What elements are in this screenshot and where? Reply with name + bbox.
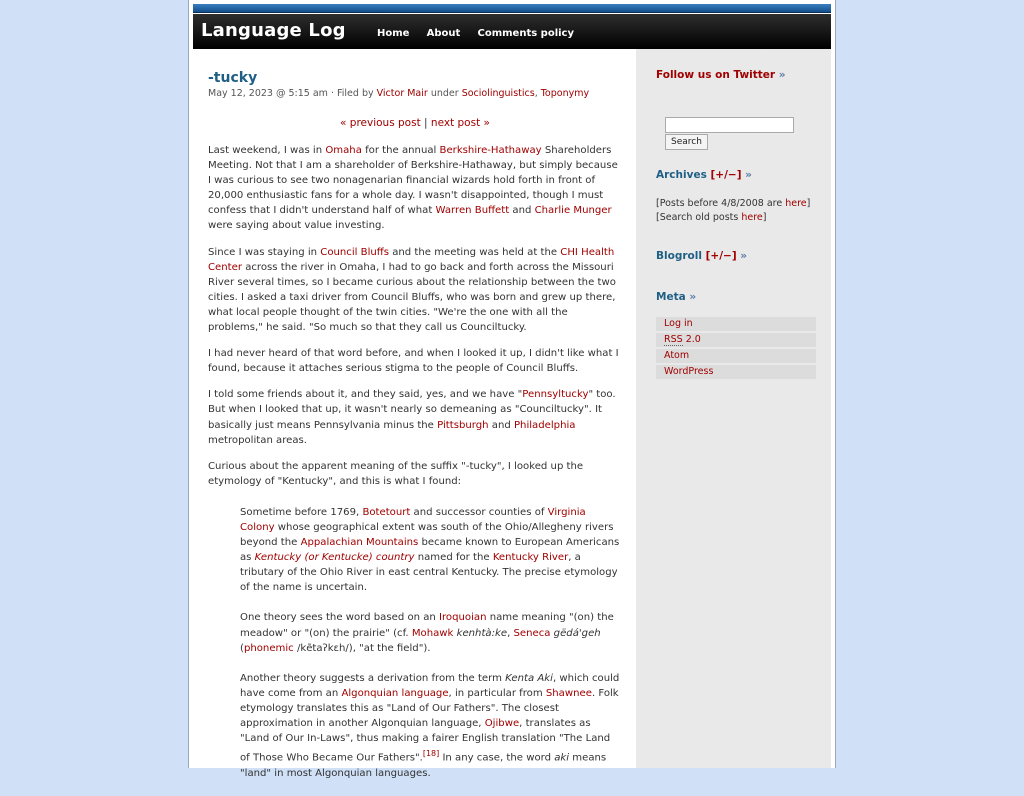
- under-text: under: [427, 88, 462, 99]
- blogroll-label: Blogroll: [656, 250, 702, 262]
- italic-term: aki: [554, 752, 570, 764]
- meta-label: Meta: [656, 291, 686, 303]
- meta-item-atom: [656, 349, 816, 363]
- inline-link[interactable]: Council Bluffs: [320, 246, 390, 258]
- inline-link[interactable]: phonemic: [243, 642, 294, 654]
- nav-about[interactable]: About: [426, 28, 461, 39]
- paragraph-2: Since I was staying in Council Bluffs and the meeting was held at the CHI Health Center across the river in Omaha, I had to go back and forth across the Missouri River several times, so I became curious about the relationship between the two cities. I asked a taxi driver from Council Bluffs, who was born and grew up there, what local people thought of the twin cities. "We're the one with all the problems," he said. "So much so that they call us Counciltucky.: [208, 246, 616, 334]
- site-title[interactable]: Language Log: [201, 20, 346, 41]
- search-input[interactable]: [665, 117, 794, 133]
- quote-paragraph-2: One theory sees the word based on an Iroquoian name meaning "(on) the meadow" or "(on) the prairie" (cf. Mohawk kenhtà:ke, Seneca gëdá'geh (phonemic /kẽtaʔkɛh/), "at the field").: [240, 612, 614, 654]
- author-link[interactable]: Victor Mair: [376, 88, 428, 99]
- blogroll-toggle[interactable]: [+/−]: [705, 250, 737, 262]
- italic-term: gëdá'geh: [553, 627, 601, 639]
- inline-link[interactable]: Philadelphia: [513, 419, 576, 431]
- archives-note-2-end: ]: [762, 211, 767, 223]
- arrow-right-icon: »: [778, 69, 786, 81]
- filed-by-text: · Filed by: [327, 88, 377, 99]
- archives-note-2: [656, 211, 810, 225]
- inline-link[interactable]: Omaha: [325, 145, 362, 156]
- inline-link[interactable]: Algonquian language: [341, 687, 449, 699]
- paragraph-5: Curious about the apparent meaning of the suffix "-tucky", I looked up the etymology of "Kentucky", and this is what I found:: [208, 460, 584, 487]
- inline-link[interactable]: Botetourt: [362, 506, 411, 518]
- search-old-posts-link[interactable]: here: [741, 211, 763, 223]
- twitter-heading[interactable]: [656, 69, 786, 81]
- inline-link[interactable]: Pennsyltucky: [522, 389, 589, 401]
- category-toponymy[interactable]: Toponymy: [540, 88, 590, 99]
- inline-link[interactable]: Ojibwe: [484, 718, 520, 729]
- paragraph-3: I had never heard of that word before, and when I looked it up, I didn't like what I found, because it attaches serious stigma to the people of Council Bluffs.: [208, 348, 619, 375]
- meta-item-rss: [656, 333, 816, 347]
- next-post-link[interactable]: next post »: [430, 117, 490, 129]
- inline-link[interactable]: Kentucky River: [492, 552, 569, 564]
- inline-link[interactable]: Seneca: [513, 627, 551, 639]
- inline-link[interactable]: CHI Health Center: [208, 246, 615, 273]
- post-nav-separator: |: [420, 117, 431, 129]
- arrow-right-icon: »: [740, 250, 748, 262]
- archives-label: Archives: [656, 169, 707, 181]
- post-content: [208, 70, 622, 796]
- inline-link[interactable]: Warren Buffett: [435, 205, 510, 217]
- archives-note-1-text: [Posts before 4/8/2008 are: [656, 198, 786, 209]
- post-title[interactable]: -tucky: [208, 70, 258, 86]
- twitter-link[interactable]: Follow us on Twitter: [656, 69, 776, 81]
- archives-note-2-text: [Search old posts: [656, 211, 742, 223]
- rss-version: 2.0: [685, 334, 701, 345]
- nav-home[interactable]: Home: [377, 28, 410, 39]
- italic-term: Kenta Aki: [505, 672, 553, 684]
- blogroll-heading: [656, 250, 747, 262]
- wordpress-link[interactable]: WordPress: [664, 366, 714, 377]
- footnote-reference[interactable]: [18]: [422, 749, 440, 759]
- nav-comments-policy[interactable]: Comments policy: [477, 28, 574, 39]
- inline-link[interactable]: Virginia Colony: [240, 506, 586, 533]
- archives-notes: [656, 197, 810, 224]
- rss-abbr: RSS: [664, 334, 683, 345]
- meta-heading: [656, 291, 696, 303]
- category-sociolinguistics[interactable]: Sociolinguistics: [461, 88, 535, 99]
- header-top-stripe: [193, 4, 831, 13]
- quote-paragraph-3: Another theory suggests a derivation from the term Kenta Aki, which could have come from an Algonquian language, in particular from Shawnee. Folk etymology translates this as "Land of Our Fathers". The closest approximation in another Algonquian language, Ojibwe, translates as "Land of Our In-Laws", thus making a fairer English translation "The Land of Those Who Became Our Fathers".[18] In any case, the word aki means "land" in most Algonquian languages.: [240, 672, 620, 779]
- paragraph-4: I told some friends about it, and they said, yes, and we have "Pennsyltucky" too. But when I looked that up, it wasn't nearly so demeaning as "Counciltucky". It basically just means Pennsylvania minus the Pittsburgh and Philadelphia metropolitan areas.: [208, 389, 616, 446]
- archives-note-1: [656, 197, 810, 211]
- inline-link[interactable]: Shawnee: [545, 687, 592, 699]
- archives-toggle[interactable]: [+/−]: [710, 169, 742, 181]
- quote-paragraph-1: Sometime before 1769, Botetourt and successor counties of Virginia Colony whose geographical extent was south of the Ohio/Allegheny rivers beyond the Appalachian Mountains became known to European Americans as Kentucky (or Kentucke) country named for the Kentucky River, a tributary of the Ohio River in east central Kentucky. The precise etymology of the name is uncertain.: [240, 506, 620, 594]
- inline-link[interactable]: Kentucky (or Kentucke) country: [254, 552, 415, 564]
- post-date: May 12, 2023 @ 5:15 am: [208, 88, 328, 99]
- page-container: [188, 0, 836, 779]
- paragraph-1: Last weekend, I was in Omaha for the annual Berkshire-Hathaway Shareholders Meeting. Not that I am a shareholder of Berkshire-Hathaway, but simply because I was curious to see two nonagenarian financial wizards hold forth in front of 20,000 enthusiastic fans for a whole day. I wasn't disappointed, though I must confess that I didn't understand half of what Warren Buffett and Charlie Munger were saying about value investing.: [208, 145, 618, 232]
- archives-heading: [656, 169, 752, 181]
- inline-link[interactable]: Mohawk: [411, 627, 454, 639]
- login-link[interactable]: Log in: [664, 318, 693, 329]
- meta-item-login: [656, 317, 816, 331]
- category-separator: ,: [534, 88, 541, 99]
- inline-link[interactable]: Appalachian Mountains: [300, 537, 419, 549]
- archives-note-1-end: ]: [806, 198, 811, 209]
- site-header: [193, 14, 831, 49]
- italic-term: kenhtà:ke: [456, 627, 508, 639]
- old-posts-link[interactable]: here: [785, 198, 807, 209]
- inline-link[interactable]: Berkshire-Hathaway: [439, 145, 542, 156]
- sidebar: [636, 49, 831, 768]
- inline-link[interactable]: Iroquoian: [439, 612, 487, 624]
- arrow-right-icon: »: [689, 291, 697, 303]
- etymology-quote: [240, 505, 622, 781]
- previous-post-link[interactable]: « previous post: [340, 117, 421, 129]
- arrow-right-icon: »: [745, 169, 752, 181]
- rss-link[interactable]: [664, 334, 701, 346]
- main-nav: [377, 28, 588, 39]
- post-navigation: [208, 117, 622, 129]
- atom-link[interactable]: Atom: [664, 350, 690, 361]
- inline-link[interactable]: Pittsburgh: [437, 419, 489, 431]
- meta-list: [656, 317, 816, 381]
- meta-item-wordpress: [656, 365, 816, 379]
- post-meta: [208, 88, 622, 99]
- inline-link[interactable]: Charlie Munger: [534, 205, 612, 217]
- search-button[interactable]: Search: [665, 134, 708, 150]
